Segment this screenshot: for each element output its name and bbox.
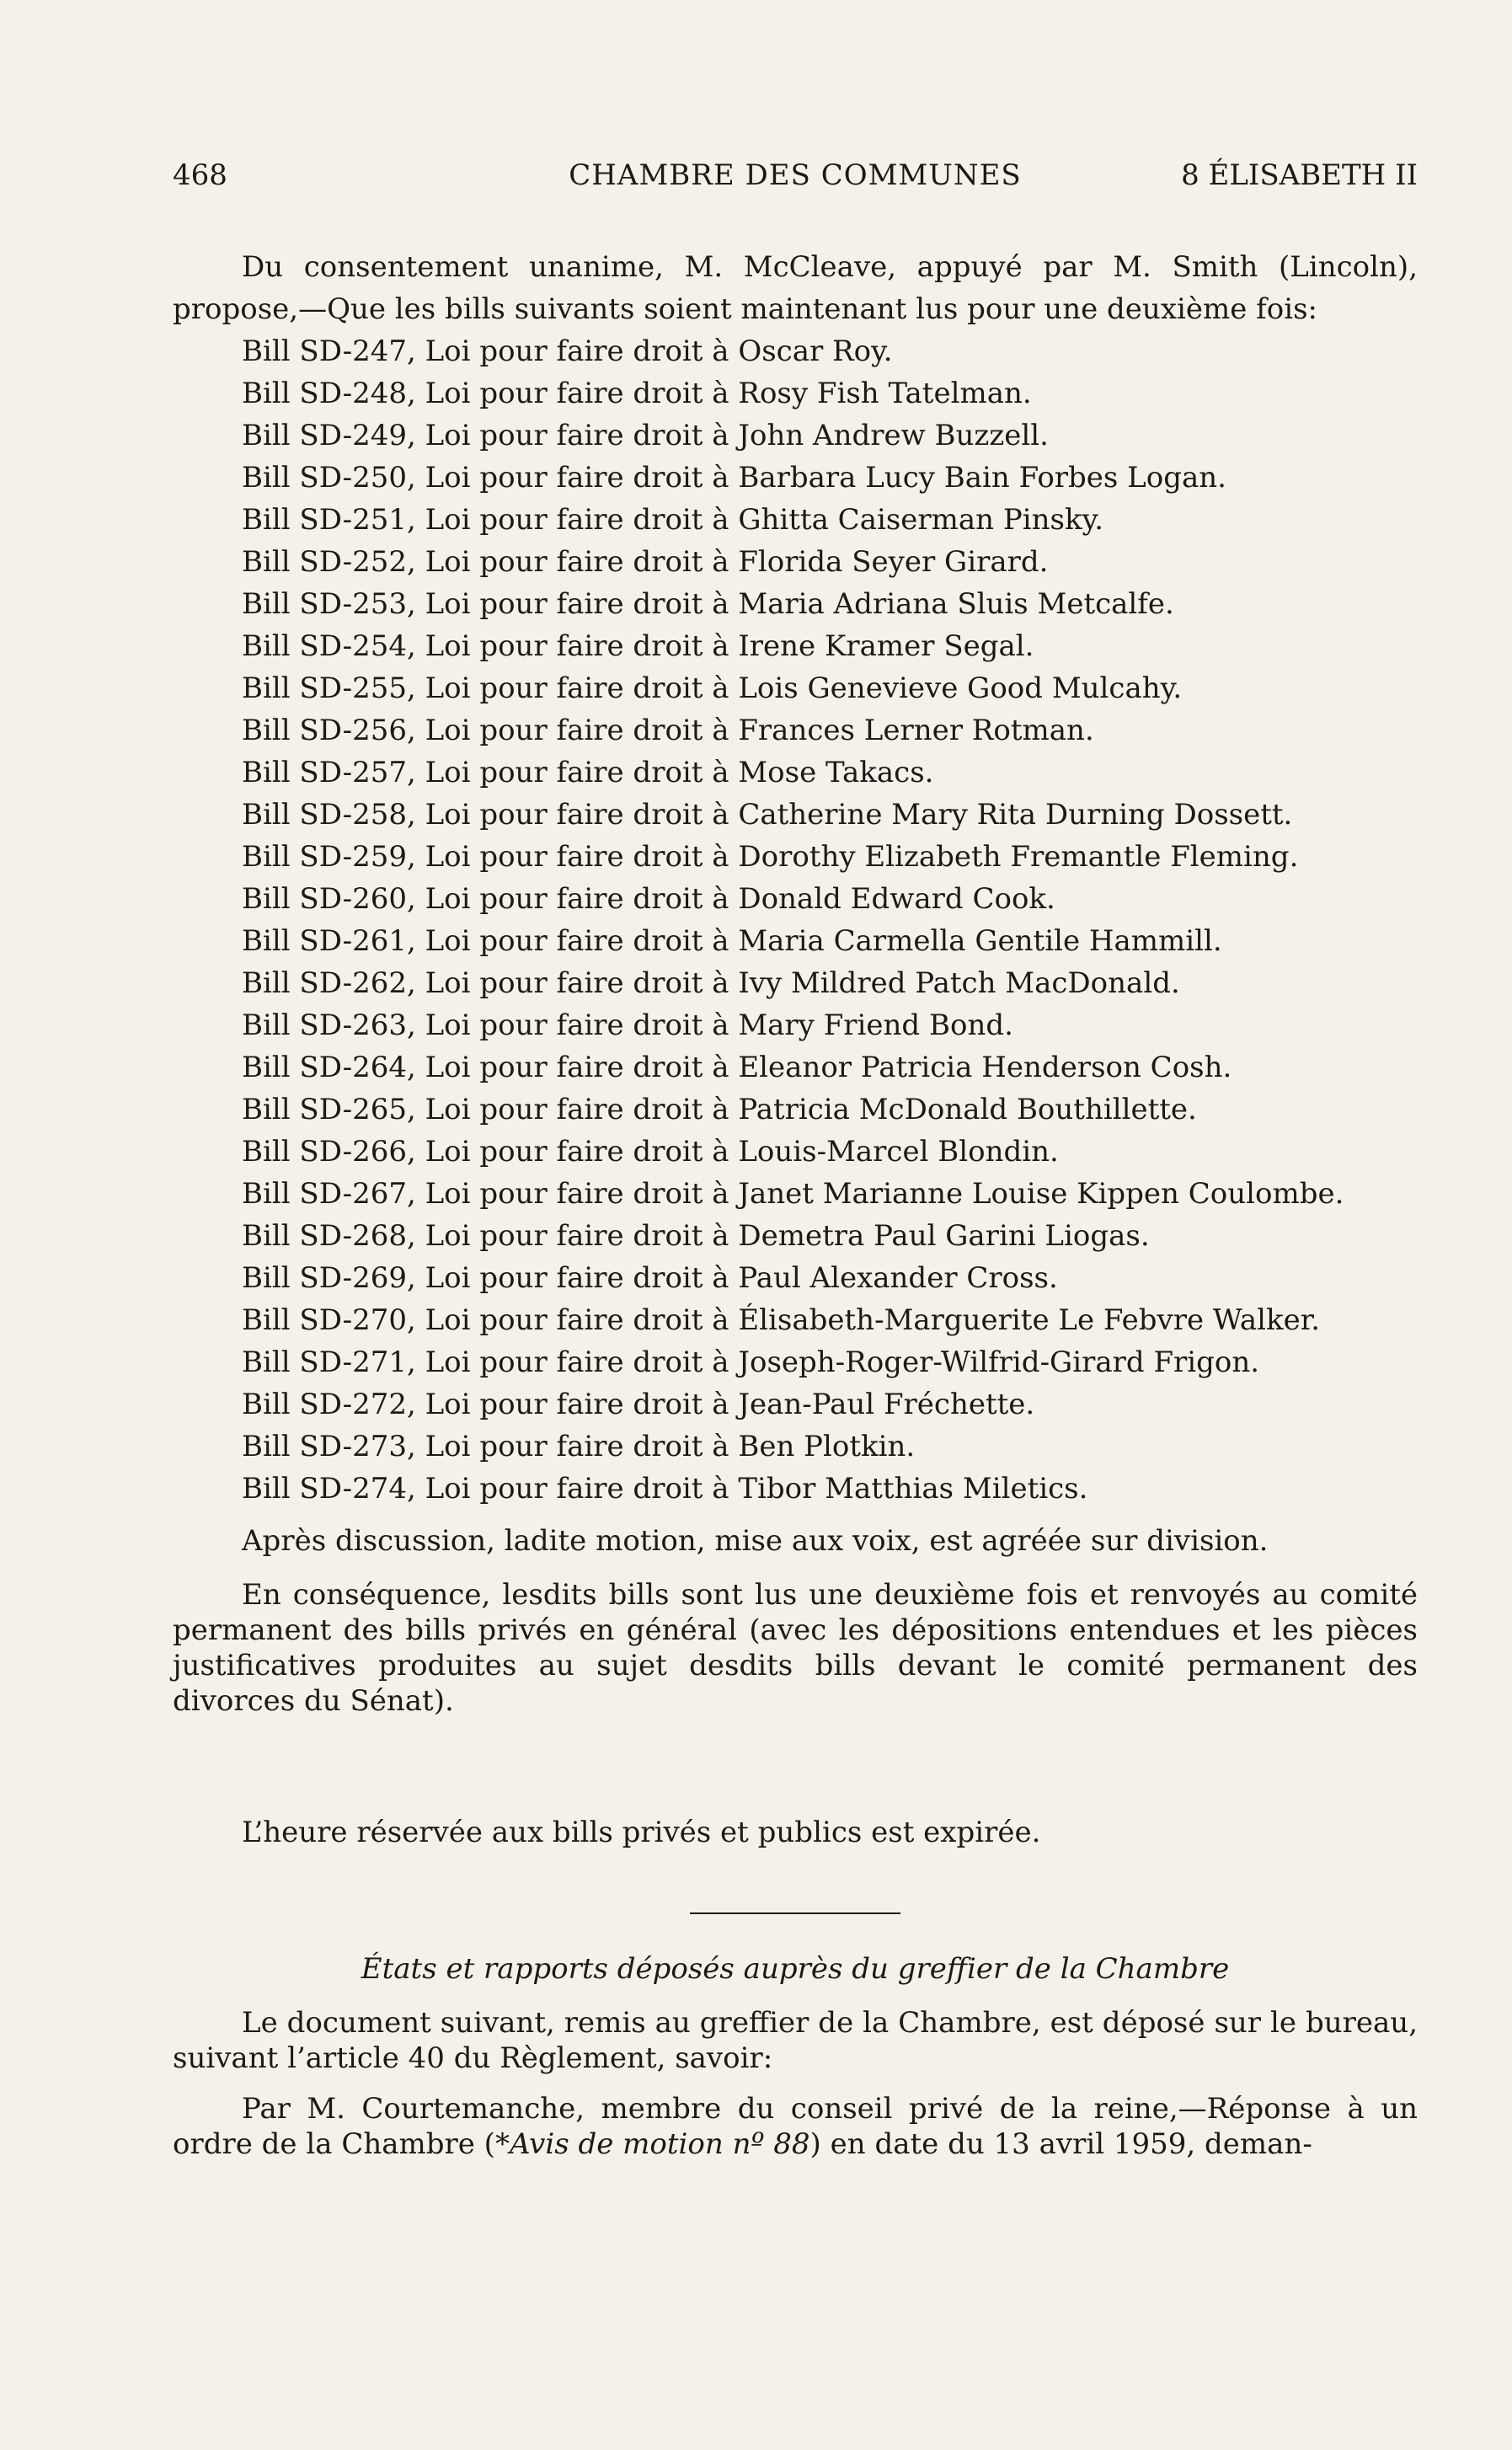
bill-item: Bill SD-256, Loi pour faire droit à Frances Lerner Rotman.	[242, 714, 1094, 747]
courtemanche-paragraph	[173, 2091, 1418, 2162]
hour-expired-notice: L’heure réservée aux bills privés et publics est expirée.	[242, 1816, 1041, 1849]
page-body	[173, 246, 1418, 2162]
motion-notice-reference: *Avis de motion nº 88	[494, 2127, 810, 2161]
bill-item: Bill SD-269, Loi pour faire droit à Paul Alexander Cross.	[242, 1261, 1058, 1295]
bill-item: Bill SD-252, Loi pour faire droit à Florida Seyer Girard.	[242, 545, 1049, 579]
bill-item: Bill SD-265, Loi pour faire droit à Patricia McDonald Bouthillette.	[242, 1093, 1197, 1126]
section-heading: États et rapports déposés auprès du greffier de la Chambre	[361, 1952, 1230, 1986]
bill-item: Bill SD-248, Loi pour faire droit à Rosy Fish Tatelman.	[242, 377, 1032, 410]
bill-item: Bill SD-258, Loi pour faire droit à Catherine Mary Rita Durning Dossett.	[242, 798, 1293, 832]
section-divider	[690, 1912, 900, 1914]
bill-item: Bill SD-255, Loi pour faire droit à Lois Genevieve Good Mulcahy.	[242, 671, 1183, 705]
bill-item: Bill SD-268, Loi pour faire droit à Demetra Paul Garini Liogas.	[242, 1219, 1150, 1253]
bill-item: Bill SD-266, Loi pour faire droit à Louis-Marcel Blondin.	[242, 1135, 1059, 1169]
bill-item: Bill SD-271, Loi pour faire droit à Joseph-Roger-Wilfrid-Girard Frigon.	[242, 1345, 1260, 1379]
paragraph-text-start: Par M. Courtemanche, membre du conseil privé de la reine,—Réponse à un ordre de la Chambre (	[173, 2092, 1418, 2161]
consequence-paragraph: En conséquence, lesdits bills sont lus une deuxième fois et renvoyés au comité permanent des bills privés en général (avec les dépositions entendues et les pièces justificatives produites au sujet desdits bills devant le comité permanent des divorces du Sénat).	[173, 1578, 1418, 1718]
bill-item: Bill SD-267, Loi pour faire droit à Janet Marianne Louise Kippen Coulombe.	[242, 1177, 1344, 1211]
bill-item: Bill SD-264, Loi pour faire droit à Eleanor Patricia Henderson Cosh.	[242, 1051, 1232, 1084]
motion-intro: Du consentement unanime, M. McCleave, appuyé par M. Smith (Lincoln), propose,—Que les bills suivants soient maintenant lus pour une deuxième fois:	[173, 250, 1418, 326]
bill-item: Bill SD-250, Loi pour faire droit à Barbara Lucy Bain Forbes Logan.	[242, 461, 1226, 495]
bill-item: Bill SD-270, Loi pour faire droit à Élisabeth-Marguerite Le Febvre Walker.	[242, 1303, 1321, 1337]
journal-title: CHAMBRE DES COMMUNES	[569, 158, 1022, 192]
paragraph-text-end: ) en date du 13 avril 1959, deman-	[809, 2127, 1312, 2161]
bill-item: Bill SD-274, Loi pour faire droit à Tibor Matthias Miletics.	[242, 1472, 1088, 1506]
motion-outcome: Après discussion, ladite motion, mise aux voix, est agréée sur division.	[242, 1524, 1269, 1558]
bill-item: Bill SD-261, Loi pour faire droit à Maria Carmella Gentile Hammill.	[242, 924, 1222, 958]
bill-item: Bill SD-247, Loi pour faire droit à Oscar Roy.	[242, 334, 893, 368]
reign-year: 8 ÉLISABETH II	[1181, 158, 1418, 192]
bill-item: Bill SD-253, Loi pour faire droit à Maria Adriana Sluis Metcalfe.	[242, 587, 1174, 621]
bill-item: Bill SD-249, Loi pour faire droit à John Andrew Buzzell.	[242, 419, 1049, 452]
bill-item: Bill SD-259, Loi pour faire droit à Dorothy Elizabeth Fremantle Fleming.	[242, 840, 1299, 874]
bill-item: Bill SD-257, Loi pour faire droit à Mose Takacs.	[242, 756, 934, 789]
bill-item: Bill SD-251, Loi pour faire droit à Ghitta Caiserman Pinsky.	[242, 503, 1104, 537]
page-header	[173, 152, 1418, 199]
bill-item: Bill SD-272, Loi pour faire droit à Jean-Paul Fréchette.	[242, 1388, 1035, 1421]
document-tabled-paragraph: Le document suivant, remis au greffier de la Chambre, est déposé sur le bureau, suivant l’article 40 du Règlement, savoir:	[173, 2006, 1418, 2075]
bill-list	[173, 330, 1418, 1510]
bill-item: Bill SD-254, Loi pour faire droit à Irene Kramer Segal.	[242, 629, 1034, 663]
bill-item: Bill SD-273, Loi pour faire droit à Ben Plotkin.	[242, 1430, 916, 1463]
page-number: 468	[173, 158, 227, 192]
bill-item: Bill SD-262, Loi pour faire droit à Ivy Mildred Patch MacDonald.	[242, 966, 1180, 1000]
bill-item: Bill SD-263, Loi pour faire droit à Mary Friend Bond.	[242, 1008, 1013, 1042]
bill-item: Bill SD-260, Loi pour faire droit à Donald Edward Cook.	[242, 882, 1055, 916]
